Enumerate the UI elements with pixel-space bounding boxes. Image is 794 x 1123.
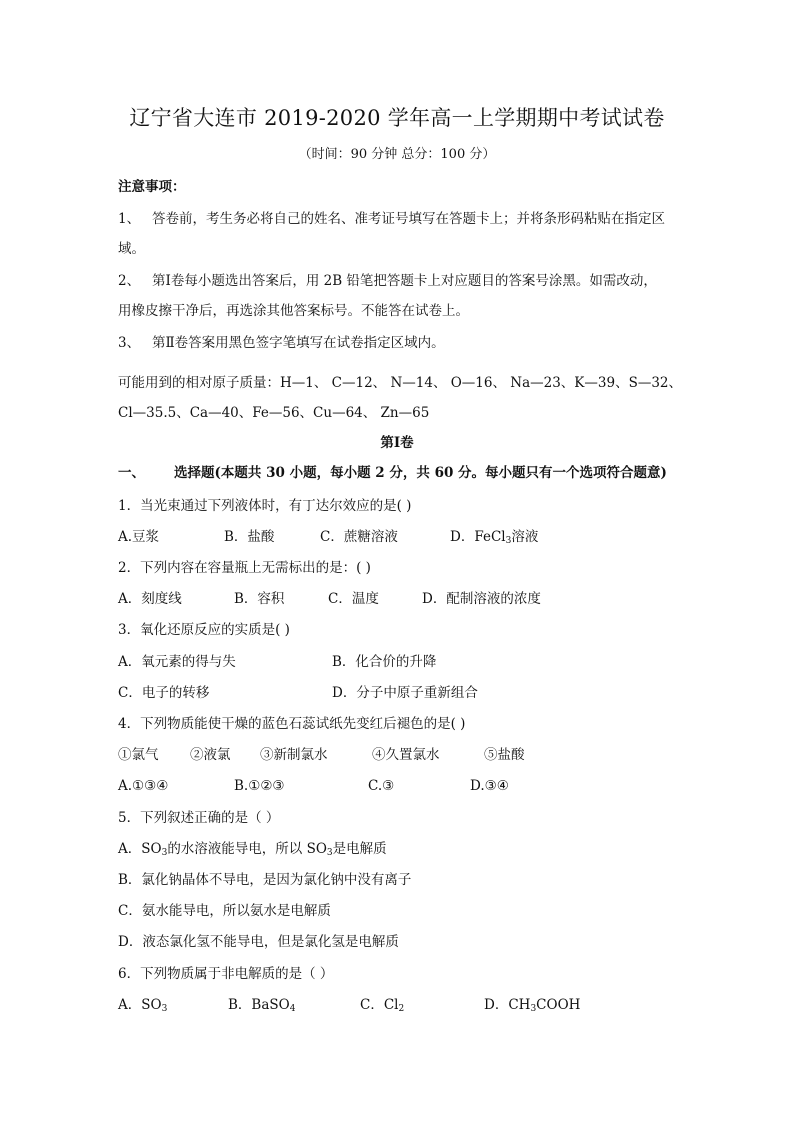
question-5-option-b: B．氯化钠晶体不导电，是因为氯化钠中没有离子 (118, 872, 412, 888)
question-6-option-d (484, 996, 580, 1014)
question-4-item-2: ②液氯 (190, 747, 231, 763)
question-3-option-d: D．分子中原子重新组合 (332, 685, 478, 701)
q6-b-text: B．BaSO (228, 997, 290, 1013)
question-4-item-3: ③新制氯水 (260, 747, 328, 763)
note-1-number: 1、 (118, 211, 141, 227)
question-1-option-b: B．盐酸 (224, 529, 275, 545)
q5-a-suffix: 是电解质 (332, 841, 387, 857)
note-1-line-1 (118, 210, 665, 228)
note-2-text: 第Ⅰ卷每小题选出答案后，用 2B 铅笔把答题卡上对应题目的答案号涂黑。如需改动， (152, 273, 657, 289)
question-6-option-c (360, 996, 404, 1014)
q1-d-subscript: 3 (505, 536, 512, 546)
q5-a-text: A．SO (118, 841, 162, 857)
question-5-option-c: C．氨水能导电，所以氨水是电解质 (118, 903, 331, 919)
question-1-stem: 1．当光束通过下列液体时，有丁达尔效应的是( ) (118, 498, 412, 514)
part-heading (118, 464, 667, 482)
question-3-stem: 3．氧化还原反应的实质是( ) (118, 622, 290, 638)
q6-b-subscript: 4 (289, 1004, 296, 1014)
question-4-item-5: ⑤盐酸 (484, 747, 525, 763)
question-2-option-a: A．刻度线 (118, 591, 182, 607)
volume-heading: 第Ⅰ卷 (380, 435, 414, 451)
q5-a-subscript-2: 3 (326, 848, 333, 858)
q6-c-subscript: 2 (398, 1004, 405, 1014)
note-1-line-2: 域。 (118, 241, 145, 257)
question-2-option-c: C．温度 (328, 591, 379, 607)
q6-a-subscript: 3 (161, 1004, 168, 1014)
question-3-option-a: A．氧元素的得与失 (118, 654, 236, 670)
question-1-option-a: A.豆浆 (118, 529, 160, 545)
question-3-option-c: C．电子的转移 (118, 685, 210, 701)
question-6-stem: 6．下列物质属于非电解质的是（ ） (118, 966, 334, 982)
notes-heading: 注意事项： (118, 179, 186, 195)
question-2-option-d: D．配制溶液的浓度 (422, 591, 541, 607)
part-title: 选择题(本题共 30 小题，每小题 2 分，共 60 分。每小题只有一个选项符合题意) (174, 465, 667, 481)
q5-a-subscript-1: 3 (161, 848, 168, 858)
note-2-line-2: 用橡皮擦干净后，再选涂其他答案标号。不能答在试卷上。 (118, 303, 469, 319)
question-4-option-a: A.①③④ (118, 778, 169, 794)
question-4-stem: 4．下列物质能使干燥的蓝色石蕊试纸先变红后褪色的是( ) (118, 716, 466, 732)
question-6-option-b (228, 996, 295, 1014)
note-3-text: 第Ⅱ卷答案用黑色签字笔填写在试卷指定区域内。 (152, 335, 445, 351)
q1-d-text: D．FeCl (450, 529, 506, 545)
question-6-option-a (118, 996, 167, 1014)
note-3-number: 3、 (118, 335, 141, 351)
question-4-option-c: C.③ (368, 778, 395, 794)
q6-c-text: C．Cl (360, 997, 399, 1013)
q6-d-subscript: 3 (530, 1004, 537, 1014)
atomic-mass-line-2: Cl—35.5、Ca—40、Fe—56、Cu—64、 Zn—65 (118, 405, 430, 421)
question-2-option-b: B．容积 (234, 591, 285, 607)
question-5-option-d: D．液态氯化氢不能导电，但是氯化氢是电解质 (118, 934, 399, 950)
atomic-mass-line-1: 可能用到的相对原子质量：H—1、 C—12、 N—14、 O—16、 Na—23、K—39、S—32、 (118, 375, 683, 391)
q5-a-middle: 的水溶液能导电，所以 SO (167, 841, 327, 857)
q6-d-suffix: COOH (536, 997, 581, 1013)
q6-d-text: D．CH (484, 997, 531, 1013)
note-1-text: 答卷前，考生务必将自己的姓名、准考证号填写在答题卡上；并将条形码粘贴在指定区 (152, 211, 665, 227)
question-1-option-c: C．蔗糖溶液 (320, 529, 398, 545)
question-5-option-a (118, 840, 387, 858)
q1-d-suffix: 溶液 (511, 529, 539, 545)
note-3-line-1 (118, 334, 445, 352)
question-2-stem: 2．下列内容在容量瓶上无需标出的是：( ) (118, 560, 371, 576)
q6-a-text: A．SO (118, 997, 162, 1013)
exam-subtitle: （时间：90 分钟 总分：100 分） (298, 147, 496, 162)
question-4-item-4: ④久置氯水 (372, 747, 440, 763)
question-4-option-b: B.①②③ (234, 778, 285, 794)
note-2-number: 2、 (118, 273, 141, 289)
exam-title: 辽宁省大连市 2019-2020 学年高一上学期期中考试试卷 (129, 106, 665, 130)
question-4-option-d: D.③④ (470, 778, 509, 794)
question-4-item-1: ①氯气 (118, 747, 159, 763)
note-2-line-1 (118, 272, 657, 290)
part-number: 一、 (118, 465, 145, 481)
question-3-option-b: B．化合价的升降 (332, 654, 437, 670)
question-5-stem: 5．下列叙述正确的是（ ） (118, 810, 280, 826)
question-1-option-d (450, 528, 538, 546)
